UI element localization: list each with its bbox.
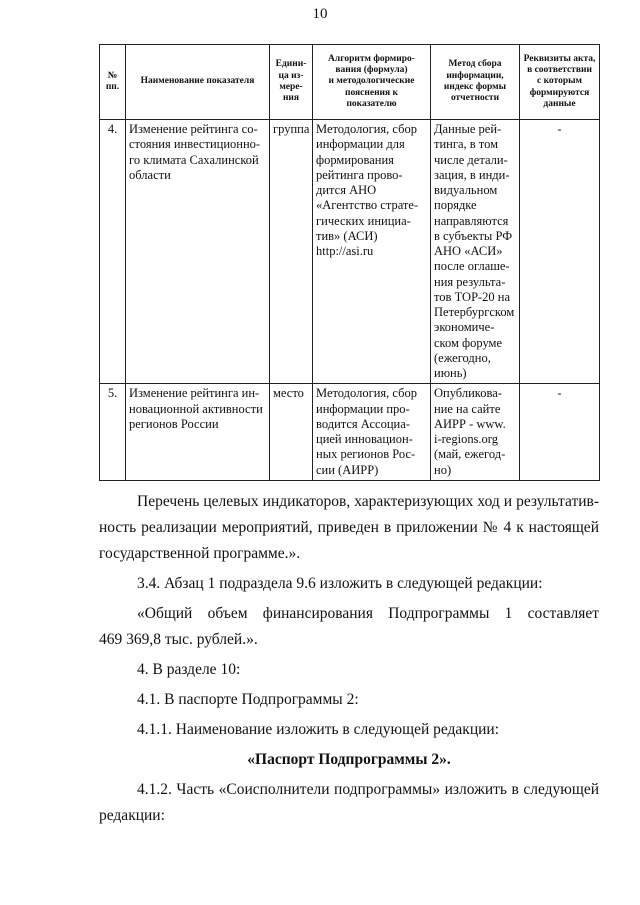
paragraph-line: «Общий объем финансирования Подпрограммы 1 составляет [137,605,599,622]
paragraph-line: редакции: [99,807,165,824]
indicator-name: Изменение рейтинга со- стояния инвестиционно- го климата Сахалинской области [126,120,270,384]
indicator-name: Изменение рейтинга ин- новационной активности регионов России [126,384,270,481]
algorithm-cell: Методология, сбор информации про- водится Ассоциа- цией инновацион- ных регионов Рос- сии (АИРР) [313,384,431,481]
method-cell: Данные рей- тинга, в том числе детали- зация, в инди- видуальном порядке направляются в субъекты РФ АНО «АСИ» после оглаше- ния результа- тов ТОР-20 на Петербургском экономиче- ском форуме (ежегодно, июнь) [431,120,520,384]
header-num: № пп. [100,45,126,120]
method-cell: Опубликова- ние на сайте АИРР - www. i-regions.org (май, ежегод- но) [431,384,520,481]
header-unit: Едини- ца из- мере- ния [270,45,313,120]
act-cell: - [520,120,600,384]
header-act: Реквизиты акта, в соответствии с которым формируются данные [520,45,600,120]
row-number: 5. [100,384,126,481]
unit-cell: место [270,384,313,481]
header-algorithm: Алгоритм формиро- вания (формула) и методологические пояснения к показателю [313,45,431,120]
table-header-row [100,45,600,120]
paragraph-line: 4.1.2. Часть «Соисполнители подпрограммы» изложить в следующей [137,781,599,798]
indicators-table [99,44,600,481]
paragraph-line: государственной программе.». [99,545,301,562]
header-method: Метод сбора информации, индекс формы отчетности [431,45,520,120]
row-number: 4. [100,120,126,384]
paragraph-subsection-3-4: 3.4. Абзац 1 подраздела 9.6 изложить в следующей редакции: [137,575,543,592]
algorithm-cell: Методология, сбор информации для формирования рейтинга прово- дится АНО «Агентство страте- гических инициа- тив» (АСИ) http://asi.ru [313,120,431,384]
header-name: Наименование показателя [126,45,270,120]
page-number: 10 [312,6,328,22]
passport-heading: «Паспорт Подпрограммы 2». [247,751,451,768]
unit-cell: группа [270,120,313,384]
paragraph-line: Перечень целевых индикаторов, характеризующих ход и результатив- [137,493,599,510]
table-row [100,120,600,384]
paragraph-line: 469 369,8 тыс. рублей.». [99,631,258,648]
act-cell: - [520,384,600,481]
paragraph-section-4: 4. В разделе 10: [137,661,241,678]
paragraph-4-1: 4.1. В паспорте Подпрограммы 2: [137,691,359,708]
paragraph-line: ность реализации мероприятий, приведен в приложении № 4 к настоящей [99,519,599,536]
paragraph-4-1-1: 4.1.1. Наименование изложить в следующей редакции: [137,721,500,738]
table-row [100,384,600,481]
